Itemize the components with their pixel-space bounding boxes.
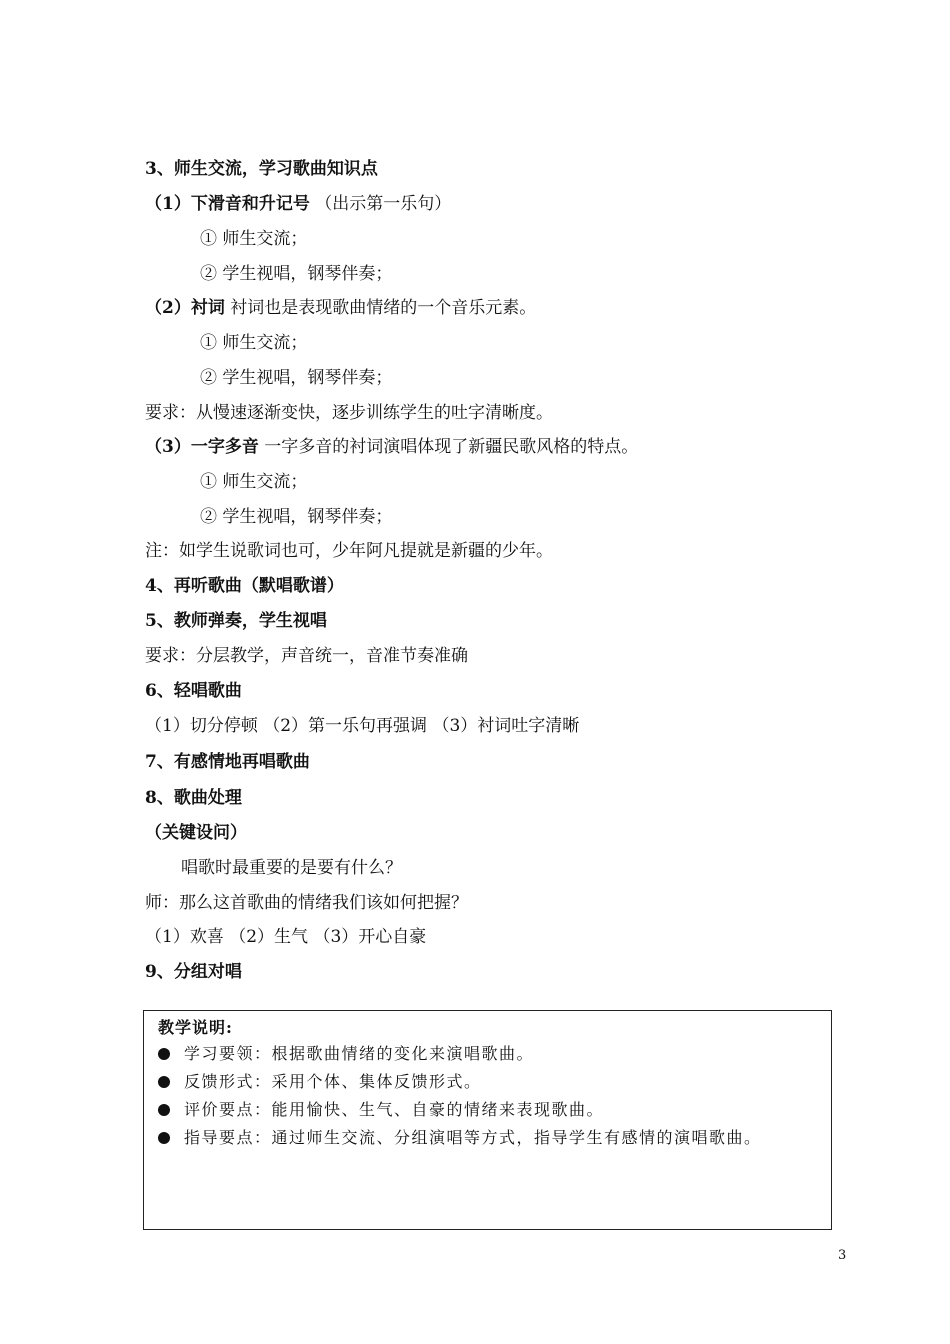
point-2-line (145, 296, 536, 320)
bullet-icon (158, 1048, 170, 1060)
teacher-question: 师：那么这首歌曲的情绪我们该如何把握？ (145, 893, 468, 913)
point-1-title: （1）下滑音和升记号 (145, 194, 310, 214)
page-number: 3 (838, 1248, 847, 1263)
point-3-step-a: ① 师生交流； (200, 472, 308, 492)
point-3-line (145, 435, 638, 459)
section-7-heading: 7、有感情地再唱歌曲 (145, 752, 310, 772)
teaching-note-item (158, 1099, 604, 1121)
teaching-note-item-text: 学习要领：根据歌曲情绪的变化来演唱歌曲。 (184, 1044, 535, 1063)
bullet-icon (158, 1104, 170, 1116)
teaching-note-item-text: 指导要点：通过师生交流、分组演唱等方式，指导学生有感情的演唱歌曲。 (184, 1128, 762, 1147)
section-9-heading: 9、分组对唱 (145, 962, 242, 982)
bullet-icon (158, 1076, 170, 1088)
teaching-note-item-text: 评价要点：能用愉快、生气、自豪的情绪来表现歌曲。 (184, 1100, 605, 1119)
key-question-label: （关键设问） (145, 823, 247, 843)
point-1-step-a: ① 师生交流； (200, 229, 308, 249)
teaching-note-item (158, 1071, 482, 1093)
teaching-note-item (158, 1043, 534, 1065)
bullet-icon (158, 1132, 170, 1144)
point-1-step-b: ② 学生视唱，钢琴伴奏； (200, 264, 393, 284)
teaching-note-item (158, 1127, 762, 1149)
requirement-2: 要求：分层教学，声音统一，音准节奏准确 (145, 646, 468, 666)
section-6-heading: 6、轻唱歌曲 (145, 681, 242, 701)
requirement-1: 要求：从慢速逐渐变快，逐步训练学生的吐字清晰度。 (145, 403, 553, 423)
point-1-line (145, 192, 451, 216)
point-3-note: 一字多音的衬词演唱体现了新疆民歌风格的特点。 (258, 437, 639, 457)
section-4-heading: 4、再听歌曲（默唱歌谱） (145, 576, 344, 596)
teaching-note-title: 教学说明: (158, 1018, 233, 1037)
section-5-heading: 5、教师弹奏，学生视唱 (145, 611, 327, 631)
point-1-note: （出示第一乐句） (309, 194, 452, 214)
point-3-step-b: ② 学生视唱，钢琴伴奏； (200, 507, 393, 527)
section-8-heading: 8、歌曲处理 (145, 788, 242, 808)
point-2-title: （2）衬词 (145, 298, 225, 318)
point-2-note: 衬词也是表现歌曲情绪的一个音乐元素。 (224, 298, 537, 318)
section-3-heading: 3、师生交流，学习歌曲知识点 (145, 159, 378, 179)
point-2-step-a: ① 师生交流； (200, 333, 308, 353)
point-2-step-b: ② 学生视唱，钢琴伴奏； (200, 368, 393, 388)
question-text: 唱歌时最重要的是要有什么？ (181, 858, 402, 878)
note-1: 注：如学生说歌词也可，少年阿凡提就是新疆的少年。 (145, 541, 553, 561)
teaching-note-box (143, 1010, 832, 1230)
point-3-title: （3）一字多音 (145, 437, 259, 457)
emotion-options: （1）欢喜 （2）生气 （3）开心自豪 (145, 927, 427, 947)
teaching-note-item-text: 反馈形式：采用个体、集体反馈形式。 (184, 1072, 482, 1091)
section-6-items: （1）切分停顿 （2）第一乐句再强调 （3）衬词吐字清晰 (145, 716, 580, 736)
